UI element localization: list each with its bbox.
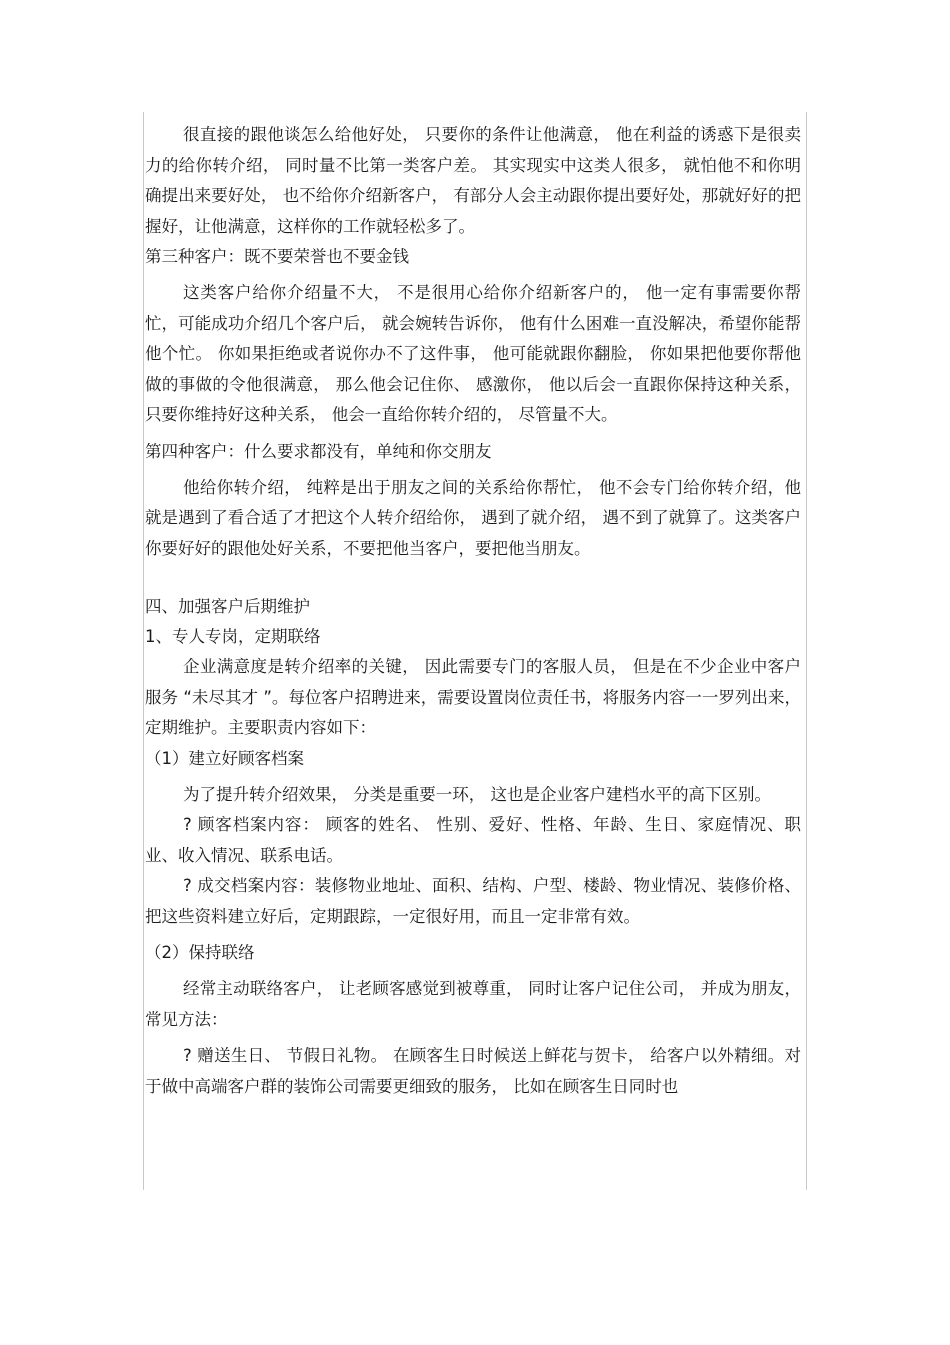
subheading-customer-files: （1）建立好顾客档案 (145, 748, 304, 768)
subheading-dedicated-staff: 1、专人专岗，定期联络 (145, 627, 321, 646)
bullet-customer-file-content: ? 顾客档案内容： 顾客的姓名、 性别、爱好、性格、年龄、生日、家庭情况、职业、收入情况、联系电话。 (145, 815, 801, 865)
paragraph-dedicated-staff: 企业满意度是转介绍率的关键， 因此需要专门的客服人员， 但是在不少企业中客户服务 “未尽其才 ”。每位客户招聘进来，需要设置岗位责任书，将服务内容一一罗列出来，定期维护。主要职责内容如下： (145, 657, 801, 737)
bullet-deal-file-content: ? 成交档案内容：装修物业地址、面积、结构、户型、楼龄、物业情况、装修价格、把这些资料建立好后，定期跟踪，一定很好用，而且一定非常有效。 (145, 876, 801, 926)
paragraph-third-customer-type: 这类客户给你介绍量不大， 不是很用心给你介绍新客户的， 他一定有事需要你帮忙，可能成功介绍几个客户后， 就会婉转告诉你， 他有什么困难一直没解决，希望你能帮他个忙。 你如果拒绝或者说你办不了这件事， 他可能就跟你翻脸， 你如果把他要你帮他做的事做的令他很满意， 那么他会记住你、 感激你， 他以后会一直跟你保持这种关系， 只要你维持好这种关系， 他会一直给你转介绍的， 尽管量不大。 (145, 283, 801, 424)
paragraph-keep-contact: 经常主动联络客户， 让老顾客感觉到被尊重， 同时让客户记住公司， 并成为朋友，常见方法： (145, 979, 801, 1029)
heading-fourth-customer-type: 第四种客户：什么要求都没有，单纯和你交朋友 (145, 441, 492, 461)
heading-third-customer-type: 第三种客户：既不要荣誉也不要金钱 (145, 247, 409, 266)
document-body (145, 120, 801, 1102)
bullet-gifts: ? 赠送生日、 节假日礼物。 在顾客生日时候送上鲜花与贺卡， 给客户以外精细。对于做中高端客户群的装饰公司需要更细致的服务， 比如在顾客生日同时也 (145, 1046, 801, 1096)
subheading-keep-contact: （2）保持联络 (145, 943, 255, 962)
paragraph-fourth-customer-type: 他给你转介绍， 纯粹是出于朋友之间的关系给你帮忙， 他不会专门给你转介绍，他就是遇到了看合适了才把这个人转介绍给你， 遇到了就介绍， 遇不到了就算了。这类客户你要好好的跟他处好关系，不要把他当客户，要把他当朋友。 (145, 477, 801, 558)
paragraph-benefit-customers: 很直接的跟他谈怎么给他好处， 只要你的条件让他满意， 他在利益的诱惑下是很卖力的给你转介绍， 同时量不比第一类客户差。 其实现实中这类人很多， 就怕他不和你明确提出来要好处， 也不给你介绍新客户， 有部分人会主动跟你提出要好处，那就好好的把握好，让他满意，这样你的工作就轻松多了。 (145, 125, 801, 236)
page-left-border (143, 112, 144, 1190)
paragraph-customer-files: 为了提升转介绍效果， 分类是重要一环， 这也是企业客户建档水平的高下区别。 (183, 784, 771, 804)
section-heading-maintenance: 四、加强客户后期维护 (145, 597, 310, 616)
page-right-border (806, 112, 807, 1190)
